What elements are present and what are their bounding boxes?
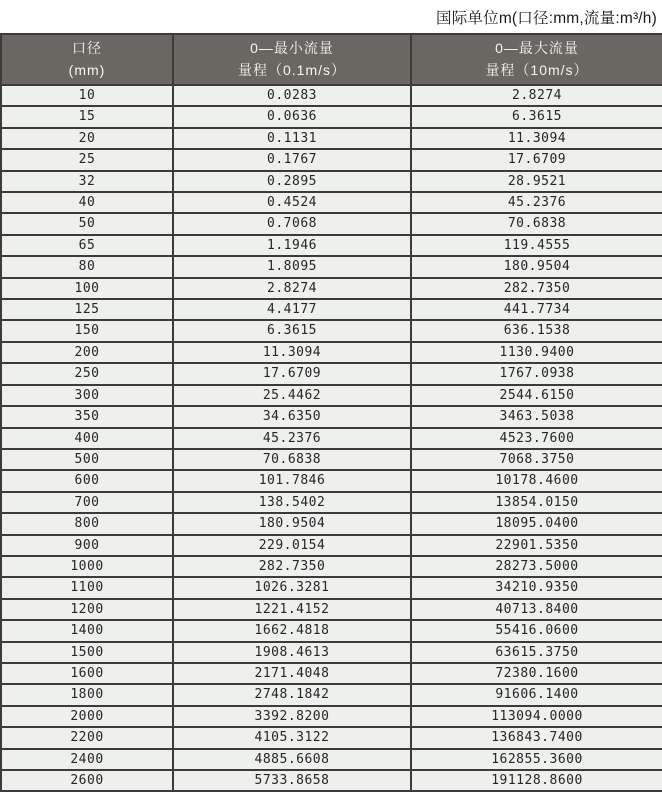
cell-min-flow: 229.0154	[173, 535, 411, 556]
col-header-max-flow-line2: 量程（10m/s）	[485, 61, 589, 78]
table-row	[1, 449, 662, 470]
cell-diameter: 600	[1, 470, 173, 491]
cell-max-flow: 180.9504	[411, 256, 662, 277]
table-row	[1, 577, 662, 598]
col-header-diameter	[1, 34, 173, 85]
table-row	[1, 706, 662, 727]
table-row	[1, 171, 662, 192]
cell-min-flow: 4.4177	[173, 299, 411, 320]
cell-diameter: 300	[1, 385, 173, 406]
table-row	[1, 749, 662, 770]
col-header-min-flow-line2: 量程（0.1m/s）	[237, 61, 346, 78]
cell-diameter: 1400	[1, 620, 173, 641]
cell-max-flow: 6.3615	[411, 106, 662, 127]
cell-diameter: 80	[1, 256, 173, 277]
cell-diameter: 700	[1, 492, 173, 513]
table-row	[1, 106, 662, 127]
table-row	[1, 128, 662, 149]
cell-diameter: 40	[1, 192, 173, 213]
table-row	[1, 663, 662, 684]
cell-min-flow: 4885.6608	[173, 749, 411, 770]
cell-diameter: 1600	[1, 663, 173, 684]
cell-min-flow: 0.1131	[173, 128, 411, 149]
table-row	[1, 363, 662, 384]
cell-max-flow: 22901.5350	[411, 535, 662, 556]
cell-max-flow: 2.8274	[411, 85, 662, 106]
table-row	[1, 213, 662, 234]
cell-min-flow: 70.6838	[173, 449, 411, 470]
cell-min-flow: 2748.1842	[173, 684, 411, 705]
cell-diameter: 2600	[1, 770, 173, 791]
cell-min-flow: 11.3094	[173, 342, 411, 363]
cell-min-flow: 282.7350	[173, 556, 411, 577]
cell-diameter: 65	[1, 235, 173, 256]
cell-max-flow: 13854.0150	[411, 492, 662, 513]
cell-diameter: 250	[1, 363, 173, 384]
table-row	[1, 256, 662, 277]
table-row	[1, 727, 662, 748]
table-row	[1, 320, 662, 341]
table-row	[1, 428, 662, 449]
cell-max-flow: 282.7350	[411, 278, 662, 299]
col-header-max-flow-line1: 0—最大流量	[495, 39, 579, 56]
cell-max-flow: 2544.6150	[411, 385, 662, 406]
cell-diameter: 400	[1, 428, 173, 449]
table-row	[1, 406, 662, 427]
cell-max-flow: 72380.1600	[411, 663, 662, 684]
table-row	[1, 149, 662, 170]
cell-diameter: 100	[1, 278, 173, 299]
cell-diameter: 800	[1, 513, 173, 534]
cell-min-flow: 0.0636	[173, 106, 411, 127]
unit-note-bar	[0, 0, 662, 33]
cell-max-flow: 18095.0400	[411, 513, 662, 534]
cell-max-flow: 3463.5038	[411, 406, 662, 427]
table-row	[1, 342, 662, 363]
cell-min-flow: 1026.3281	[173, 577, 411, 598]
cell-diameter: 32	[1, 171, 173, 192]
cell-max-flow: 441.7734	[411, 299, 662, 320]
cell-min-flow: 0.0283	[173, 85, 411, 106]
table-row	[1, 620, 662, 641]
cell-min-flow: 45.2376	[173, 428, 411, 449]
cell-diameter: 50	[1, 213, 173, 234]
cell-max-flow: 63615.3750	[411, 642, 662, 663]
cell-max-flow: 91606.1400	[411, 684, 662, 705]
cell-min-flow: 34.6350	[173, 406, 411, 427]
cell-max-flow: 40713.8400	[411, 599, 662, 620]
table-row	[1, 513, 662, 534]
cell-diameter: 10	[1, 85, 173, 106]
cell-min-flow: 1.8095	[173, 256, 411, 277]
cell-min-flow: 138.5402	[173, 492, 411, 513]
cell-max-flow: 113094.0000	[411, 706, 662, 727]
header-row	[1, 34, 662, 85]
cell-max-flow: 636.1538	[411, 320, 662, 341]
unit-note-text: 国际单位m(口径:mm,流量:m³/h)	[436, 9, 657, 27]
cell-min-flow: 180.9504	[173, 513, 411, 534]
cell-max-flow: 28273.5000	[411, 556, 662, 577]
cell-max-flow: 17.6709	[411, 149, 662, 170]
table-row	[1, 385, 662, 406]
cell-min-flow: 2171.4048	[173, 663, 411, 684]
cell-min-flow: 101.7846	[173, 470, 411, 491]
cell-diameter: 15	[1, 106, 173, 127]
cell-diameter: 1000	[1, 556, 173, 577]
table-row	[1, 470, 662, 491]
cell-min-flow: 0.4524	[173, 192, 411, 213]
cell-min-flow: 1221.4152	[173, 599, 411, 620]
flow-table-header	[1, 34, 662, 85]
col-header-diameter-line1: 口径	[72, 39, 102, 56]
table-row	[1, 192, 662, 213]
cell-max-flow: 70.6838	[411, 213, 662, 234]
cell-max-flow: 28.9521	[411, 171, 662, 192]
cell-min-flow: 6.3615	[173, 320, 411, 341]
cell-diameter: 500	[1, 449, 173, 470]
table-row	[1, 684, 662, 705]
cell-min-flow: 2.8274	[173, 278, 411, 299]
cell-min-flow: 5733.8658	[173, 770, 411, 791]
table-row	[1, 278, 662, 299]
cell-diameter: 1800	[1, 684, 173, 705]
cell-min-flow: 1662.4818	[173, 620, 411, 641]
col-header-diameter-line2: (mm)	[68, 61, 106, 78]
flow-range-table	[0, 33, 662, 792]
cell-max-flow: 4523.7600	[411, 428, 662, 449]
cell-max-flow: 55416.0600	[411, 620, 662, 641]
cell-diameter: 900	[1, 535, 173, 556]
cell-min-flow: 25.4462	[173, 385, 411, 406]
cell-min-flow: 3392.8200	[173, 706, 411, 727]
cell-diameter: 350	[1, 406, 173, 427]
cell-max-flow: 11.3094	[411, 128, 662, 149]
cell-diameter: 2200	[1, 727, 173, 748]
cell-max-flow: 1767.0938	[411, 363, 662, 384]
cell-diameter: 20	[1, 128, 173, 149]
table-row	[1, 85, 662, 106]
cell-min-flow: 1908.4613	[173, 642, 411, 663]
cell-diameter: 1100	[1, 577, 173, 598]
cell-max-flow: 162855.3600	[411, 749, 662, 770]
cell-diameter: 25	[1, 149, 173, 170]
cell-diameter: 1500	[1, 642, 173, 663]
cell-min-flow: 1.1946	[173, 235, 411, 256]
cell-min-flow: 0.1767	[173, 149, 411, 170]
cell-max-flow: 136843.7400	[411, 727, 662, 748]
table-row	[1, 599, 662, 620]
cell-diameter: 200	[1, 342, 173, 363]
flow-table-body	[1, 85, 662, 791]
table-row	[1, 535, 662, 556]
cell-max-flow: 10178.4600	[411, 470, 662, 491]
cell-max-flow: 1130.9400	[411, 342, 662, 363]
col-header-min-flow-line1: 0—最小流量	[250, 39, 334, 56]
cell-max-flow: 34210.9350	[411, 577, 662, 598]
table-row	[1, 235, 662, 256]
cell-diameter: 125	[1, 299, 173, 320]
cell-min-flow: 0.2895	[173, 171, 411, 192]
cell-max-flow: 119.4555	[411, 235, 662, 256]
table-row	[1, 770, 662, 791]
table-row	[1, 492, 662, 513]
cell-diameter: 1200	[1, 599, 173, 620]
col-header-min-flow	[173, 34, 411, 85]
cell-max-flow: 7068.3750	[411, 449, 662, 470]
cell-max-flow: 191128.8600	[411, 770, 662, 791]
cell-diameter: 2400	[1, 749, 173, 770]
table-row	[1, 556, 662, 577]
cell-diameter: 150	[1, 320, 173, 341]
cell-min-flow: 0.7068	[173, 213, 411, 234]
col-header-max-flow	[411, 34, 662, 85]
table-row	[1, 642, 662, 663]
cell-min-flow: 4105.3122	[173, 727, 411, 748]
cell-diameter: 2000	[1, 706, 173, 727]
cell-min-flow: 17.6709	[173, 363, 411, 384]
cell-max-flow: 45.2376	[411, 192, 662, 213]
table-row	[1, 299, 662, 320]
